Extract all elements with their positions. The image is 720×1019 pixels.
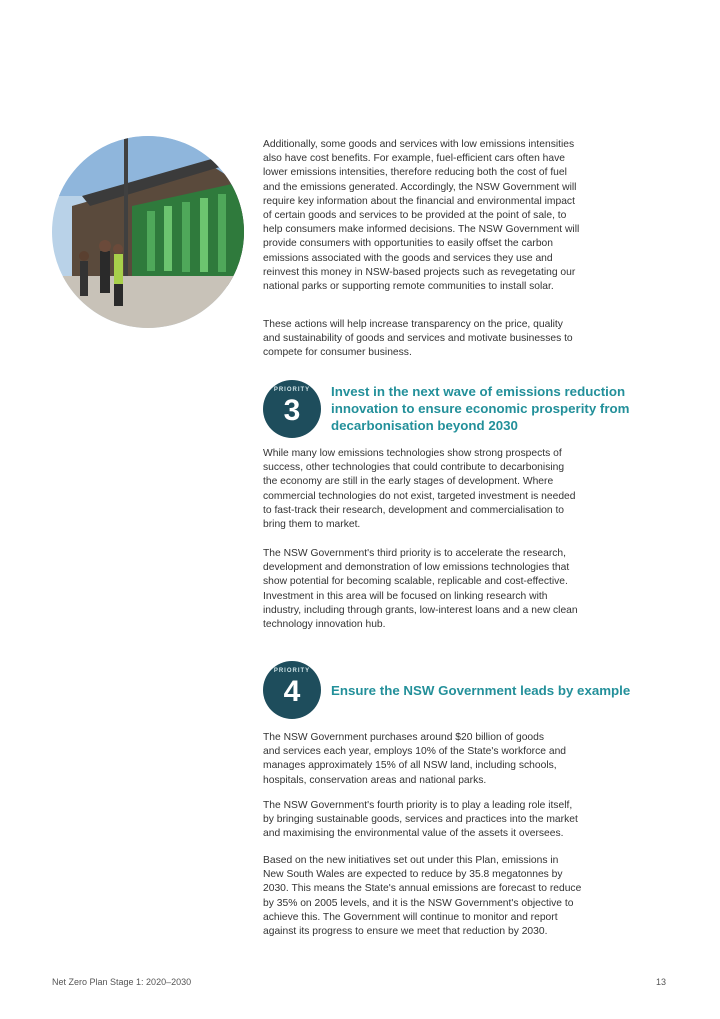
priority-4-section — [263, 731, 673, 788]
priority-3-section — [263, 447, 673, 532]
intro-paragraph-2: These actions will help increase transparency on the price, quality and sustainability of goods and services and motivate businesses to compete for consumer business. — [263, 319, 573, 359]
priority-number: 4 — [283, 675, 301, 708]
building-photo — [52, 136, 244, 328]
priority-3-paragraph-2: The NSW Government's third priority is to accelerate the research, development and demonstration of low emissions technologies that show potential for becoming scalable, replicable and cost-effective. Investment in this area will be focused on linking research with industry, including through grants, low-interest loans and a new clean technology innovation hub. — [263, 548, 578, 631]
priority-4-badge — [263, 661, 321, 719]
priority-4-heading: Ensure the NSW Government leads by example — [331, 683, 631, 698]
priority-4-section-2 — [263, 799, 673, 842]
priority-4-paragraph-2: The NSW Government's fourth priority is to play a leading role itself, by bringing sustainable goods, services and practices into the market and maximising the environmental value of the assets it oversees. — [263, 800, 578, 840]
intro-paragraph-1: Additionally, some goods and services with low emissions intensities also have cost benefits. For example, fuel-efficient cars often have lower emissions intensities, therefore reducing both the cost of fuel and the emissions generated. Accordingly, the NSW Government will require key information about the financial and environmental impact of certain goods and services to be provided at the point of sale, to help consumers make informed decisions. The NSW Government will provide consumers with opportunities to easily offset the carbon emissions associated with the goods and services they use and reinvest this money in NSW-based projects such as revegetating our national parks or supporting remote communities to install solar. — [263, 139, 580, 293]
priority-4-heading-row — [263, 661, 683, 721]
intro-section-2 — [263, 318, 673, 361]
priority-3-heading: Invest in the next wave of emissions reduction innovation to ensure economic prosperity from decarbonisation beyond 2030 — [331, 384, 630, 433]
footer-title: Net Zero Plan Stage 1: 2020–2030 — [52, 977, 192, 987]
priority-3-section-2 — [263, 547, 673, 632]
priority-4-section-3 — [263, 854, 673, 939]
priority-3-paragraph-1: While many low emissions technologies show strong prospects of success, other technologies that could contribute to decarbonising the economy are still in the early stages of development. Where commercial technologies do not exist, targeted investment is needed to fast-track their research, development and commercialisation to bring them to market. — [263, 448, 576, 531]
priority-3-heading-row — [263, 380, 683, 440]
priority-3-badge — [263, 380, 321, 438]
priority-label: PRIORITY — [273, 387, 311, 393]
page-number: 13 — [656, 977, 667, 987]
priority-number: 3 — [283, 394, 301, 427]
priority-4-paragraph-3: Based on the new initiatives set out under this Plan, emissions in New South Wales are expected to reduce by 35.8 megatonnes by 2030. This means the State's annual emissions are forecast to reduce by 35% on 2005 levels, and it is the NSW Government's objective to achieve this. The Government will continue to monitor and report against its progress to ensure we meet that reduction by 2030. — [263, 855, 582, 938]
priority-label: PRIORITY — [273, 668, 311, 674]
priority-4-paragraph-1: The NSW Government purchases around $20 billion of goods and services each year, employs 10% of the State's workforce and manages approximately 15% of all NSW land, including schools, hospitals, conservation areas and national parks. — [263, 732, 567, 786]
intro-section — [263, 138, 673, 294]
